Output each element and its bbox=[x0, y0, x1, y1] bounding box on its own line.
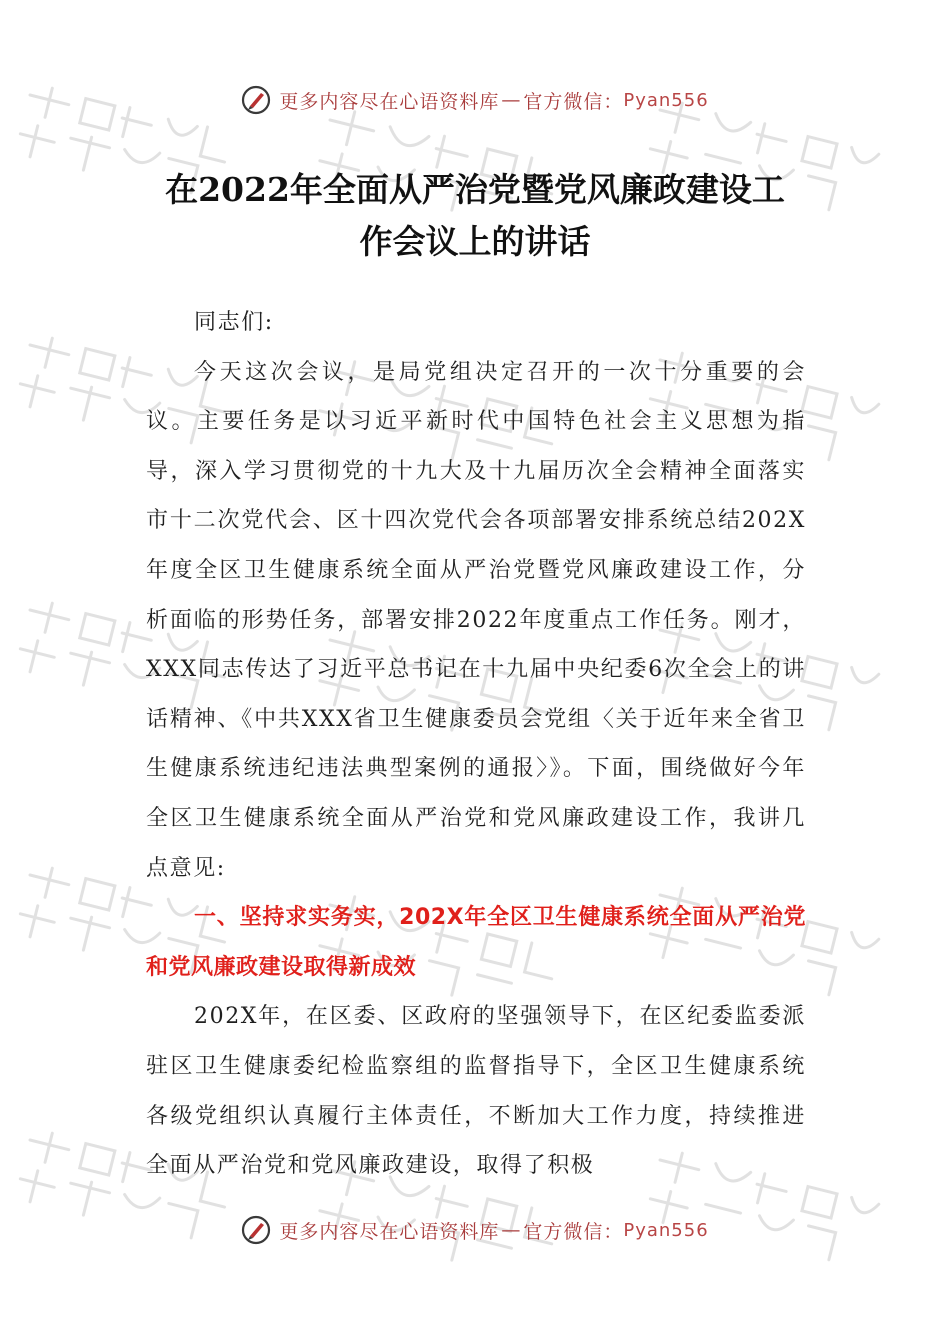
header-wechat-id: Pyan556 bbox=[623, 89, 709, 111]
paragraph-2: 202X年，在区委、区政府的坚强领导下，在区纪委监委派驻区卫生健康委纪检监察组的监督指导下，全区卫生健康系统各级党组织认真履行主体责任，不断加大工作力度，持续推进全面从严治党和党风廉政建设，取得了积极 bbox=[146, 1004, 806, 1179]
footer-banner bbox=[0, 1210, 950, 1250]
header-banner bbox=[0, 80, 950, 120]
quill-pen-icon bbox=[241, 85, 271, 115]
title-line-1: 在2022年全面从严治党暨党风廉政建设工 bbox=[165, 170, 785, 209]
header-wechat-label: 官方微信： bbox=[523, 90, 624, 113]
footer-wechat-label: 官方微信： bbox=[523, 1220, 624, 1243]
document-title bbox=[80, 164, 870, 268]
document-body bbox=[146, 298, 806, 1191]
footer-wechat-id: Pyan556 bbox=[623, 1219, 709, 1241]
header-banner-text: 更多内容尽在心语资料库 bbox=[279, 90, 500, 113]
footer-banner-text: 更多内容尽在心语资料库 bbox=[279, 1220, 500, 1243]
quill-pen-icon bbox=[241, 1215, 271, 1245]
footer-banner-separator: — bbox=[501, 1219, 522, 1241]
section-heading-1: 一、坚持求实务实，202X年全区卫生健康系统全面从严治党和党风廉政建设取得新成效 bbox=[146, 905, 806, 980]
salutation: 同志们: bbox=[194, 310, 274, 335]
paragraph-1: 今天这次会议，是局党组决定召开的一次十分重要的会议。主要任务是以习近平新时代中国特色社会主义思想为指导，深入学习贯彻党的十九大及十九届历次全会精神全面落实市十二次党代会、区十四次党代会各项部署安排系统总结202X年度全区卫生健康系统全面从严治党暨党风廉政建设工作，分析面临的形势任务，部署安排2022年度重点工作任务。刚才，XXX同志传达了习近平总书记在十九届中央纪委6次全会上的讲话精神、《中共XXX省卫生健康委员会党组〈关于近年来全省卫生健康系统违纪违法典型案例的通报〉》。下面，围绕做好今年全区卫生健康系统全面从严治党和党风廉政建设工作，我讲几点意见: bbox=[146, 359, 806, 881]
title-line-2: 作会议上的讲话 bbox=[359, 222, 591, 261]
header-banner-separator: — bbox=[501, 89, 522, 111]
